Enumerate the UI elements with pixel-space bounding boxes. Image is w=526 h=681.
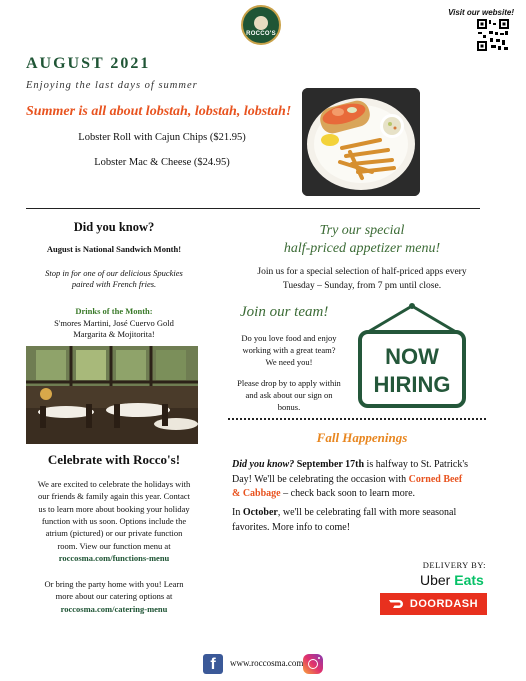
fall-paragraph-1 bbox=[232, 458, 490, 502]
fall-text: In bbox=[232, 507, 241, 518]
cabbage-highlight: & Cabbage bbox=[232, 488, 281, 499]
logo-portrait-icon bbox=[254, 16, 268, 30]
atrium-photo bbox=[26, 346, 198, 444]
celebrate-line: room. View our function menu at bbox=[57, 540, 171, 551]
qr-code-icon[interactable] bbox=[476, 18, 510, 52]
instagram-icon[interactable] bbox=[303, 654, 323, 674]
month-title: AUGUST 2021 bbox=[26, 55, 151, 72]
drinks-line: S'mores Martini, José Cuervo Gold bbox=[54, 318, 174, 328]
fall-text: is halfway to St. Patrick's bbox=[366, 459, 469, 470]
celebrate-line: function with us soon. Options include the bbox=[41, 515, 187, 526]
menu-item-lobster-mac: Lobster Mac & Cheese ($24.95) bbox=[94, 157, 230, 168]
website-link[interactable]: www.roccosma.com bbox=[230, 658, 304, 668]
fall-happenings-heading: Fall Happenings bbox=[316, 430, 408, 445]
did-you-know-heading: Did you know? bbox=[73, 220, 155, 234]
fall-text: favorites. More info to come! bbox=[232, 521, 351, 533]
visit-website-label: Visit our website! bbox=[448, 8, 514, 17]
fall-intro: Did you know? bbox=[232, 459, 295, 470]
join-line: Do you love food and enjoy bbox=[241, 333, 337, 343]
appetizer-line: Join us for a special selection of half-priced apps every bbox=[257, 267, 467, 277]
spuckies-text bbox=[26, 268, 202, 291]
join-team-apply bbox=[226, 378, 352, 414]
ubereats-logo[interactable] bbox=[420, 572, 484, 588]
month-subtitle: Enjoying the last days of summer bbox=[26, 80, 198, 91]
facebook-icon[interactable] bbox=[203, 654, 223, 674]
doordash-logo[interactable] bbox=[380, 593, 487, 615]
dotted-divider bbox=[228, 418, 486, 420]
fall-text: , we'll be celebrating fall with more seasonal bbox=[277, 507, 457, 518]
join-line: and ask about our sign on bbox=[245, 389, 333, 400]
drinks-line: Margarita & Mojitorita! bbox=[73, 329, 155, 340]
join-line: We need you! bbox=[265, 356, 313, 367]
catering-text bbox=[26, 578, 202, 615]
facebook-glyph: f bbox=[210, 656, 216, 673]
join-line: bonus. bbox=[277, 401, 301, 412]
celebrate-line: our friends & family again this year. Contact bbox=[37, 491, 191, 502]
catering-menu-link[interactable]: roccosma.com/catering-menu bbox=[60, 603, 168, 614]
join-team-question bbox=[228, 333, 350, 369]
fall-date: September 17th bbox=[296, 459, 365, 470]
drinks-heading: Drinks of the Month: bbox=[75, 306, 153, 316]
section-divider bbox=[26, 208, 480, 209]
functions-menu-link[interactable]: roccosma.com/functions-menu bbox=[58, 552, 170, 563]
logo-text: ROCCO'S bbox=[246, 30, 276, 37]
ubereats-uber: Uber bbox=[420, 572, 451, 588]
fall-text: – check back soon to learn more. bbox=[283, 488, 416, 499]
appetizer-heading bbox=[222, 222, 502, 258]
spuckies-line: Stop in for one of our delicious Spuckies bbox=[45, 268, 183, 278]
catering-line: Or bring the party home with you! Learn bbox=[44, 579, 184, 589]
appetizer-heading-line: half-priced appetizer menu! bbox=[283, 241, 441, 257]
lobster-roll-photo bbox=[302, 88, 420, 196]
doordash-icon bbox=[389, 599, 405, 609]
spuckies-line: paired with French fries. bbox=[71, 279, 157, 290]
celebrate-line: atrium (pictured) or our private function bbox=[45, 528, 183, 539]
now-hiring-sign bbox=[356, 302, 468, 410]
celebrate-text bbox=[26, 478, 202, 564]
sign-now-text: NOW bbox=[385, 344, 439, 369]
catering-line: more about our catering options at bbox=[55, 591, 173, 602]
lobster-headline: Summer is all about lobstah, lobstah, lobstah! bbox=[26, 104, 292, 119]
join-team-heading: Join our team! bbox=[240, 304, 329, 320]
join-line: working with a great team? bbox=[242, 344, 336, 355]
appetizer-text bbox=[222, 266, 502, 294]
celebrate-line: us to learn more about booking your holiday bbox=[38, 503, 190, 514]
celebrate-heading: Celebrate with Rocco's! bbox=[47, 452, 181, 467]
delivery-label: DELIVERY BY: bbox=[422, 560, 486, 570]
menu-item-lobster-roll: Lobster Roll with Cajun Chips ($21.95) bbox=[78, 132, 246, 143]
appetizer-heading-line: Try our special bbox=[319, 223, 405, 238]
roccos-logo bbox=[241, 5, 281, 45]
sandwich-month-text: August is National Sandwich Month! bbox=[46, 244, 182, 254]
doordash-text: DOORDASH bbox=[409, 598, 479, 610]
fall-paragraph-2 bbox=[232, 506, 490, 535]
fall-text: Day! We'll be celebrating the occasion with bbox=[232, 473, 407, 485]
sign-hiring-text: HIRING bbox=[373, 372, 451, 397]
appetizer-line: Tuesday – Sunday, from 7 pm until close. bbox=[282, 280, 442, 291]
fall-month: October bbox=[242, 507, 278, 518]
celebrate-line: We are excited to celebrate the holidays with bbox=[37, 479, 191, 489]
drinks-text bbox=[26, 318, 202, 341]
ubereats-eats: Eats bbox=[454, 572, 484, 588]
join-line: Please drop by to apply within bbox=[237, 378, 341, 388]
corned-beef-highlight: Corned Beef bbox=[408, 473, 463, 485]
